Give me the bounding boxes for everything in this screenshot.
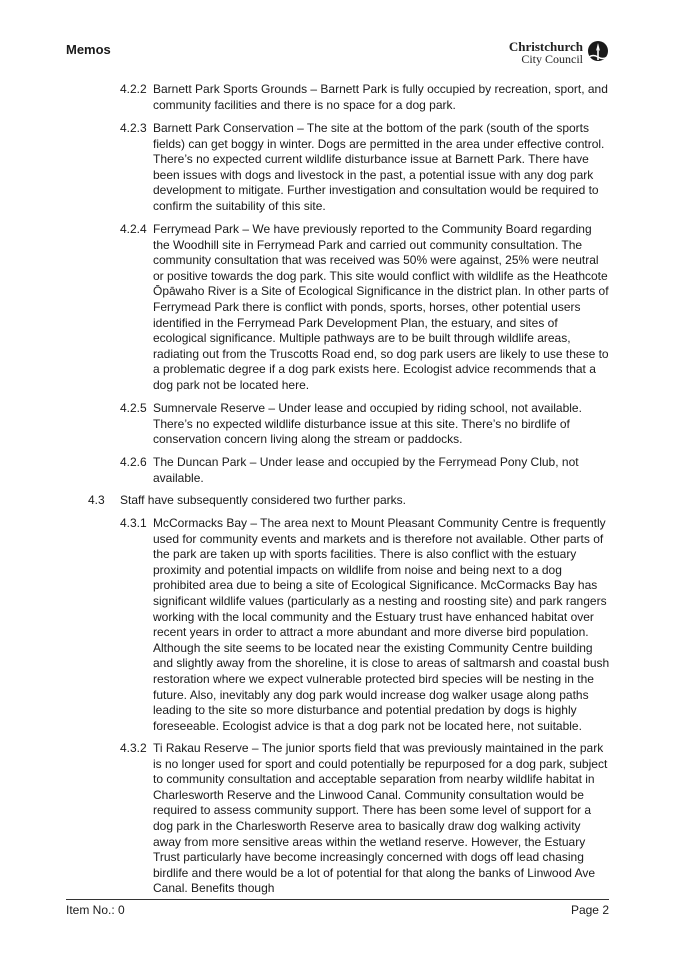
item-text: Barnett Park Conservation – The site at the bottom of the park (south of the sports fields) can get boggy in winter. Dogs are permitted in the area under effective control. There’s no expected current wildlife disturbance issue at Barnett Park. There have been issues with dogs and livestock in the past, a potential issue with any dog park development to mitigate. Further investigation and consultation would be required to confirm the suitability of this site.: [153, 121, 605, 213]
item-text: Sumnervale Reserve – Under lease and occupied by riding school, not available. There’s no expected wildlife disturbance issue at this site. There’s no birdlife of conservation concern living along the stream or paddocks.: [153, 401, 582, 447]
item-text: Ti Rakau Reserve – The junior sports field that was previously maintained in the park is no longer used for sport and could potentially be repurposed for a dog park, subject to community consultation and acceptable separation from nearby wildlife habitat in Charlesworth Reserve and the Linwood Canal. Community consultation would be required to assess community support. There has been some level of support for a dog park in the Charlesworth Reserve area to basically draw dog walking activity away from more sensitive areas within the wetland reserve. However, the Estuary Trust particularly have become increasingly concerned with dogs off lead chasing birdlife and there would be a lot of potential for that along the banks of Linwood Ave Canal. Benefits though: [153, 741, 608, 896]
item-text: The Duncan Park – Under lease and occupied by the Ferrymead Pony Club, not available.: [153, 455, 579, 485]
item-number: 4.2.6: [120, 455, 147, 469]
logo-line2: City Council: [521, 52, 583, 66]
item-text: Staff have subsequently considered two further parks.: [120, 493, 406, 507]
item-text: Barnett Park Sports Grounds – Barnett Park is fully occupied by recreation, sport, and community facilities and there is no space for a dog park.: [153, 82, 608, 112]
item-number: 4.2.2: [120, 82, 147, 96]
item-number: 4.2.4: [120, 222, 147, 236]
page-header: [66, 40, 609, 70]
item-number: 4.2.3: [120, 121, 147, 135]
page-title: Memos: [66, 42, 111, 57]
item-number: 4.2.5: [120, 401, 147, 415]
council-logo: [509, 40, 597, 66]
council-emblem-icon: [587, 40, 609, 64]
item-text: Ferrymead Park – We have previously reported to the Community Board regarding the Woodhill site in Ferrymead Park and carried out community consultation. The community consultation that was received was 50% were against, 25% were neutral or positive towards the dog park. This site would conflict with wildlife as the Heathcote Ōpāwaho River is a Site of Ecological Significance in the district plan. In other parts of Ferrymead Park there is conflict with ponds, sports, horses, other potential users identified in the Ferrymead Park Development Plan, the estuary, and sites of ecological significance. Multiple pathways are to be built through wildlife areas, radiating out from the Truscotts Road end, so dog park users are likely to use these to a problematic degree if a dog park exists here. Ecologist advice recommends that a dog park not be located here.: [153, 222, 609, 392]
logo-line1: Christchurch: [508, 39, 583, 54]
item-number-footer: Item No.: 0: [66, 903, 125, 917]
page-number: Page 2: [570, 903, 609, 917]
item-number: 4.3.1: [120, 516, 147, 530]
page-footer: [66, 899, 609, 917]
item-number: 4.3.2: [120, 741, 147, 755]
item-text: McCormacks Bay – The area next to Mount Pleasant Community Centre is frequently used for community events and markets and is therefore not available. Other parts of the park are taken up with sports facilities. There is also conflict with the estuary proximity and potential impacts on wildlife from noise and being next to a dog prohibited area due to being a site of Ecological Significance. McCormacks Bay has significant wildlife values (particularly as a nesting and roosting site) and park rangers working with the local community and the Estuary trust have enhanced habitat over recent years in order to attract a more abundant and more diverse bird population. Although the site seems to be located near the existing Community Centre building and slightly away from the shoreline, it is close to areas of saltmarsh and coastal bush restoration where we expect vulnerable protected bird species will be nesting in the future. Also, inevitably any dog park would increase dog walker usage along paths leading to the site so more disturbance and potential predation by dogs is highly foreseeable. Ecologist advice is that a dog park not be located here, not suitable.: [153, 516, 610, 733]
item-number: 4.3: [88, 493, 105, 507]
